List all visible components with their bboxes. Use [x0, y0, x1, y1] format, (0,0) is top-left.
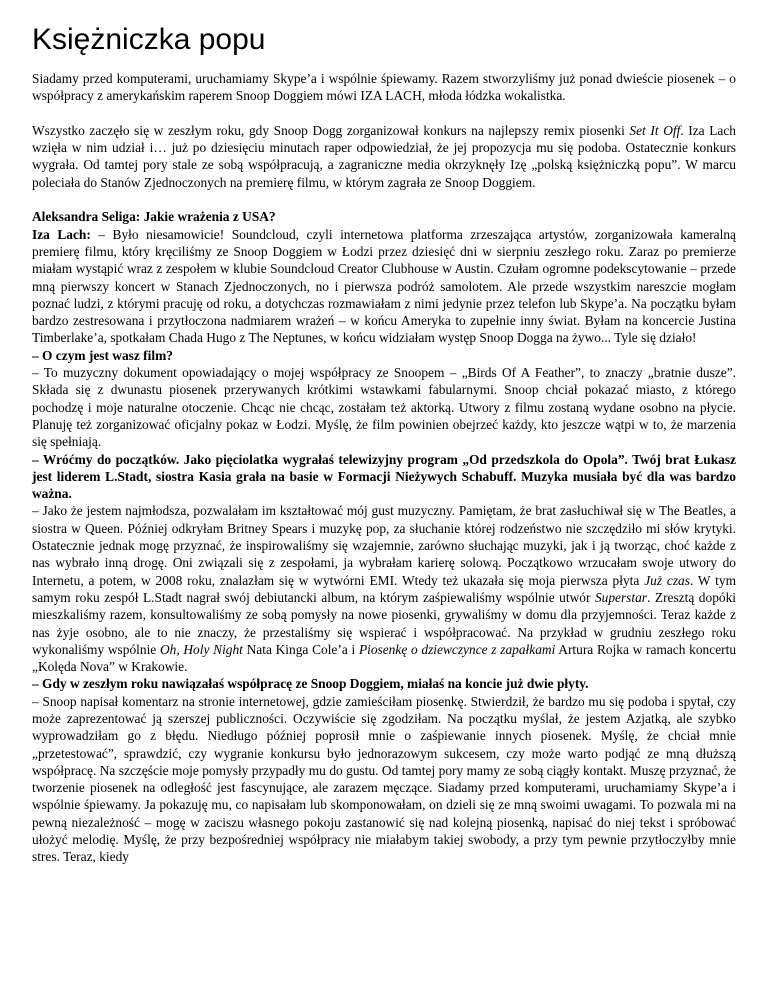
answer-1: [32, 226, 736, 347]
answer-3-text-1: – Jako że jestem najmłodsza, pozwalałam im kształtować mój gust muzyczny. Pamiętam, że brat zasłuchiwał się w The Beatles, a siostra w Queen. Później odkryłam Britney Spears i muzykę pop, za słuchanie której rodzeństwo nie szczędziło mi słów krytyki. Ostatecznie jednak mogę przyznać, że inspirowaliśmy się wzajemnie, zarówno słuchając muzyki, jak i ją tworząc, choć każde z nas wybrało inną drogę. Oni związali się z zespołami, ja wybrałam karierę solową. Początkowo wrzucałam swoje utwory do Internetu, a potem, w 2008 roku, znalazłam się w wytwórni EMI. Wtedy też ukazała się moja pierwsza płyta: [32, 503, 736, 588]
answer-3-text-5: Artura Rojka w ramach koncertu „Kolęda Nova” w Krakowie.: [32, 641, 737, 675]
article-lead: Siadamy przed komputerami, uruchamiamy Skype’a i wspólnie śpiewamy. Razem stworzyliśmy już ponad dwieście piosenek – o współpracy z amerykańskim raperem Snoop Doggiem mówi IZA LACH, młoda łódzka wokalistka.: [32, 71, 736, 104]
article-title: Księżniczka popu: [32, 23, 266, 56]
question-4: – Gdy w zeszłym roku nawiązałaś współpracę ze Snoop Doggiem, miałaś na koncie już dwie płyty.: [32, 676, 589, 692]
answer-1-speaker: Iza Lach:: [32, 226, 91, 242]
question-3: – Wróćmy do początków. Jako pięciolatka wygrałaś telewizyjny program „Od przedszkola do Opola”. Twój brat Łukasz jest liderem L.Stadt, siostra Kasia grała na basie w Formacji Nieżywych Schabuff. Muzyka musiała być dla was bardzo ważna.: [32, 451, 736, 502]
answer-4: – Snoop napisał komentarz na stronie internetowej, gdzie zamieściłam piosenkę. Stwierdził, że bardzo mu się podoba i spytał, czy może zaprezentować ją szerszej publiczności. Oczywiście się zgodziłam. Na początku myślał, że jestem Azjatką, ale szybko wyprowadziłam go z błędu. Niedługo później poprosił mnie o zaśpiewanie innych piosenek. Myślę, że chciał mnie „przetestować”, sprawdzić, czy wygranie konkursu było jednorazowym sukcesem, czy może warto podjąć ze mną dłuższą współpracę. Na szczęście moje pomysły przypadły mu do gustu. Od tamtej pory mamy ze sobą ciągły kontakt. Muszę przyznać, że tworzenie piosenek na odległość jest fascynujące, ale zarazem męczące. Siadamy przed komputerami, uruchamiamy Skype’a i wspólnie śpiewamy. Ja pokazuję mu, co napisałam lub skomponowałam, on dzieli się ze mną swoimi uwagami. To pozwala mi na pewną niezależność – mogę w zaciszu własnego pokoju zastanowić się nad kolejną piosenką, napisać do niej tekst i spróbować ułożyć melodię. Myślę, że przy bezpośredniej współpracy nie miałabym takiej swobody, a przy tym pewnie przytłoczyłby mnie stres. Teraz, kiedy: [32, 693, 736, 865]
intro-text-1: Wszystko zaczęło się w zeszłym roku, gdy Snoop Dogg zorganizował konkurs na najlepszy remix piosenki: [32, 122, 630, 138]
question-1: Aleksandra Seliga: Jakie wrażenia z USA?: [32, 209, 276, 225]
answer-3-text-3: . Zresztą dopóki mieszkaliśmy razem, konsultowaliśmy ze sobą pomysły na nowe piosenki, grywaliśmy w domu dla przyjemności. Teraz każde z nas żyje osobno, ale to nie znaczy, że przestaliśmy się wspierać i współpracować. Na przykład w grudniu zeszłego roku wykonaliśmy wspólnie: [32, 589, 737, 657]
answer-3-text-2: . W tym samym roku zespół L.Stadt nagrał swój debiutancki album, na którym zaśpiewaliśmy wspólnie utwór: [32, 572, 737, 605]
answer-3-carol-1: Oh, Holy Night: [159, 641, 243, 657]
answer-3: [32, 502, 736, 675]
article-intro: [32, 122, 736, 191]
answer-1-text: – Było niesamowicie! Soundcloud, czyli internetowa platforma zrzeszająca artystów, zorganizowała kameralną premierę filmu, który kręciliśmy ze Snoop Doggiem w Łodzi przez dziesięć dni w sierpniu zeszłego roku. Zaraz po premierze miałam wystąpić wraz z zespołem w klubie Soundcloud Creator Clubhouse w Austin. Czułam ogromne podekscytowanie – przede mną pierwszy koncert w Stanach Zjednoczonych, no i pierwsza podróż samolotem. Ale przede wszystkim nareszcie mogłam poznać ludzi, z którymi pracuję od roku, a dotychczas rozmawiałam z nimi jedynie przez telefon lub Skype’a. Na początku byłam bardzo zestresowana i przytłoczona nadmiarem wrażeń – w końcu Ameryka to zupełnie inny świat. Byłam na koncercie Justina Timberlake’a, spotkałam Chada Hugo z The Neptunes, w końcu widziałam występ Snoop Dogga na żywo... Tyle się działo!: [32, 226, 736, 346]
intro-song-title: Set It Off: [629, 122, 681, 138]
question-2: – O czym jest wasz film?: [32, 347, 173, 363]
document-page: [32, 22, 736, 866]
answer-3-text-4: Nata Kinga Cole’a i: [242, 641, 359, 657]
answer-3-album-title: Już czas: [644, 572, 690, 588]
answer-3-song-title: Superstar: [594, 589, 648, 605]
answer-3-carol-2: Piosenkę o dziewczynce z zapałkami: [358, 641, 556, 657]
intro-text-2: . Iza Lach wzięła w nim udział i… już po dziesięciu minutach raper odpowiedział, że jej propozycja mu się podoba. Ostatecznie konkurs wygrała. Od tamtej pory stale ze sobą współpracują, a zagraniczne media okrzyknęły Izę „polską księżniczką popu”. W marcu poleciała do Stanów Zjednoczonych na premierę filmu, w którym zagrała ze Snoop Doggiem.: [32, 122, 736, 190]
answer-2: – To muzyczny dokument opowiadający o mojej współpracy ze Snoopem – „Birds Of A Feather”, to znaczy „bratnie dusze”. Składa się z dwunastu piosenek przerywanych krótkimi wstawkami fabularnymi. Snoop chciał pokazać miasto, z którego pochodzę i moje naturalne otoczenie. Chcąc nie chcąc, zostałam też aktorką. Utwory z filmu zostaną wydane osobno na płycie. Planuję też zorganizować oficjalny pokaz w Łodzi. Myślę, że film powinien obejrzeć każdy, kto jeszcze wątpi w to, że marzenia się spełniają.: [32, 365, 736, 450]
